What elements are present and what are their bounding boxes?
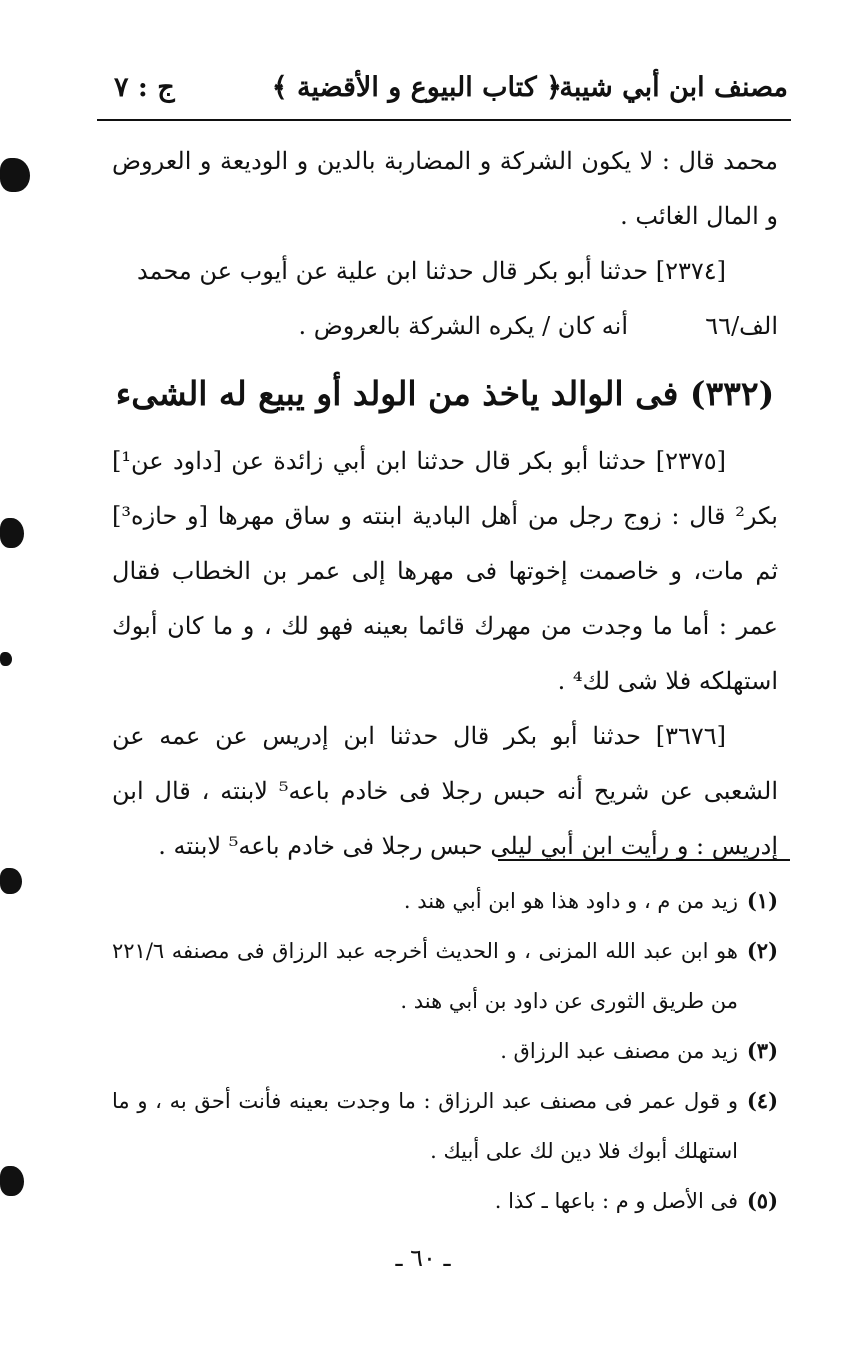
footnote-2 [112,926,778,1026]
main-text [112,134,778,874]
footnote-number: (٤) [746,1088,778,1113]
footnote-number: (٣) [746,1038,778,1063]
section-heading: (٣٣٢) فى الوالد ياخذ من الولد أو يبيع له الشىء [115,374,775,413]
footnote-4 [112,1076,778,1176]
paragraph-2-line-2 [112,299,778,354]
volume-number: ج : ٧ [114,72,175,103]
footnote-text: زيد من م ، و داود هذا هو ابن أبي هند . [403,889,738,913]
footnote-rule [498,859,790,861]
binding-hole-mark [0,652,12,666]
chapter-title: ﴿ كتاب البيوع و الأقضية ﴾ [271,72,562,103]
binding-hole-mark [0,158,30,192]
paragraph-3: [٢٣٧٥] حدثنا أبو بكر قال حدثنا ابن أبي زائدة عن [داود عن¹] بكر² قال : زوج رجل من أهل البادية ابنته و ساق مهرها [و حازه³] ثم مات، و خاصمت إخوتها فى مهرها إلى عمر بن الخطاب فقال عمر : أما ما وجدت من مهرك قائما بعينه فهو لك ، و ما كان أبوك استهلكه فلا شى لك⁴ . [112,447,778,695]
paragraph-2-line-1: [٢٣٧٤] حدثنا أبو بكر قال حدثنا ابن علية عن أيوب عن محمد [136,257,726,285]
manuscript-folio-ref: الف/٦٦ [705,312,778,340]
paragraph-1: محمد قال : لا يكون الشركة و المضاربة بالدين و الوديعة و العروض و المال الغائب . [112,147,778,230]
footnote-number: (٢) [746,938,778,963]
binding-hole-mark [0,1166,24,1196]
book-title: مصنف ابن أبي شيبة [559,72,788,103]
footnote-text: و قول عمر فى مصنف عبد الرزاق : ما وجدت بعينه فأنت أحق به ، و ما استهلك أبوك فلا دين لك على أبيك . [112,1089,738,1163]
footnote-5 [112,1176,778,1226]
footnote-text: فى الأصل و م : باعها ـ كذا . [494,1189,738,1213]
page-number: ـ ٦٠ ـ [395,1244,451,1272]
footnote-3 [112,1026,778,1076]
footnotes [112,876,778,1226]
footnote-1 [112,876,778,926]
footnote-text: هو ابن عبد الله المزنى ، و الحديث أخرجه عبد الرزاق فى مصنفه ٢٢١/٦ من طريق الثورى عن داود بن أبي هند . [112,939,738,1013]
paragraph-2-text: أنه كان / يكره الشركة بالعروض . [298,312,628,340]
footnote-number: (١) [746,888,778,913]
footnote-text: زيد من مصنف عبد الرزاق . [500,1039,738,1063]
binding-hole-mark [0,518,24,548]
binding-hole-mark [0,868,22,894]
paragraph-4: [٣٦٧٦] حدثنا أبو بكر قال حدثنا ابن إدريس عن عمه عن الشعبى عن شريح أنه حبس رجلا فى خادم باعه⁵ لابنته ، قال ابن إدريس : و رأيت ابن أبي ليلى حبس رجلا فى خادم باعه⁵ لابنته . [112,722,778,860]
running-header [100,64,790,116]
footnote-number: (٥) [746,1188,778,1213]
header-rule [97,119,791,121]
